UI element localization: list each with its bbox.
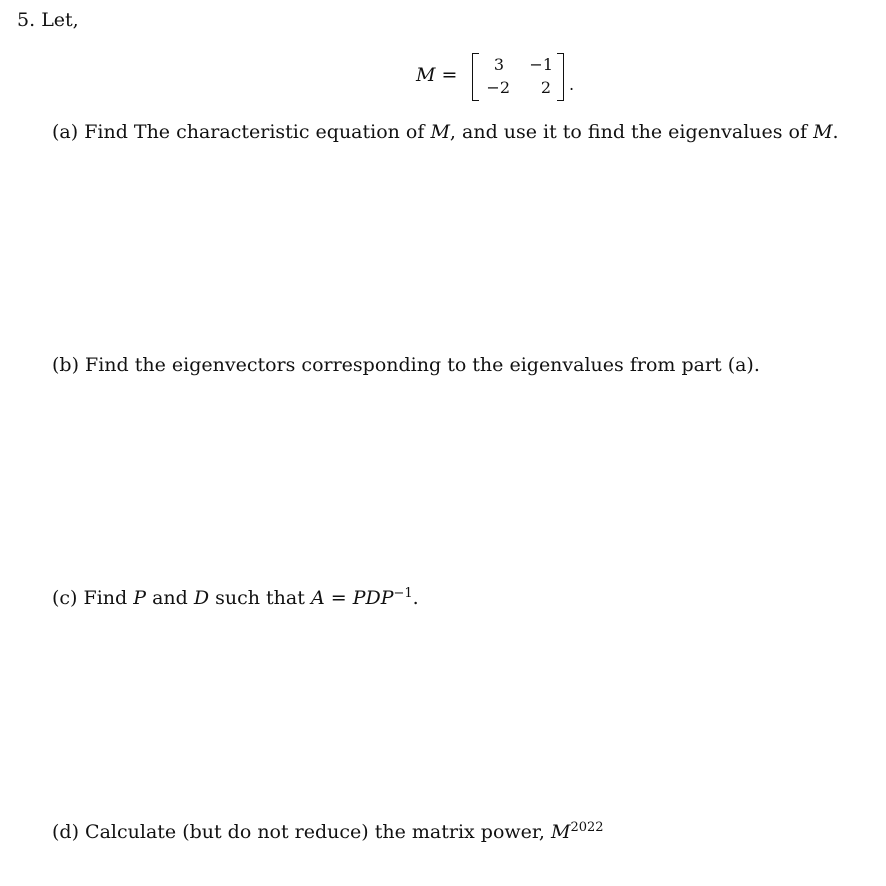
problem-header xyxy=(17,11,79,30)
part-c-text-4: . xyxy=(412,587,419,609)
part-b-text: Find the eigenvectors corresponding to the eigenvalues from part (a). xyxy=(85,354,760,376)
part-a-text-2: , and use it to find the eigenvalues of xyxy=(449,121,808,143)
part-c xyxy=(52,586,419,609)
matrix-entry-2-1: −2 xyxy=(486,78,510,97)
part-a-text-1: Find The characteristic equation of xyxy=(84,121,425,143)
matrix xyxy=(472,52,564,102)
matrix-terminator: . xyxy=(569,75,575,94)
part-d-exponent: 2022 xyxy=(570,820,604,835)
part-b-label: (b) xyxy=(52,354,79,376)
part-c-math-p: P xyxy=(133,587,147,609)
part-c-text-2: and xyxy=(152,587,188,609)
part-c-text-1: Find xyxy=(83,587,128,609)
matrix-entry-1-1: 3 xyxy=(493,55,504,74)
right-bracket xyxy=(557,53,564,101)
part-a xyxy=(52,123,839,142)
part-c-math-pdp: PDP xyxy=(352,587,394,609)
matrix-symbol: M xyxy=(416,64,436,86)
part-d-text: Calculate (but do not reduce) the matrix power, xyxy=(85,821,545,843)
matrix-entry-2-2: 2 xyxy=(540,78,551,97)
part-a-text-3: . xyxy=(832,121,839,143)
part-c-label: (c) xyxy=(52,587,78,609)
part-d-math-m: M xyxy=(550,821,571,843)
problem-number: 5. xyxy=(17,9,36,31)
part-c-text-3: such that xyxy=(215,587,305,609)
equals-sign: = xyxy=(441,64,458,86)
matrix-lhs xyxy=(416,64,457,86)
part-a-math-m-2: M xyxy=(813,121,833,143)
part-a-math-m: M xyxy=(430,121,450,143)
part-a-label: (a) xyxy=(52,121,79,143)
part-c-equals: = xyxy=(330,587,347,609)
part-c-exponent: −1 xyxy=(393,586,413,601)
part-c-math-d: D xyxy=(193,587,210,609)
part-d-label: (d) xyxy=(52,821,79,843)
matrix-entry-1-2: −1 xyxy=(529,55,553,74)
part-b xyxy=(52,356,760,375)
part-c-math-a: A xyxy=(310,587,325,609)
problem-intro: Let, xyxy=(41,9,79,31)
part-d xyxy=(52,820,604,843)
